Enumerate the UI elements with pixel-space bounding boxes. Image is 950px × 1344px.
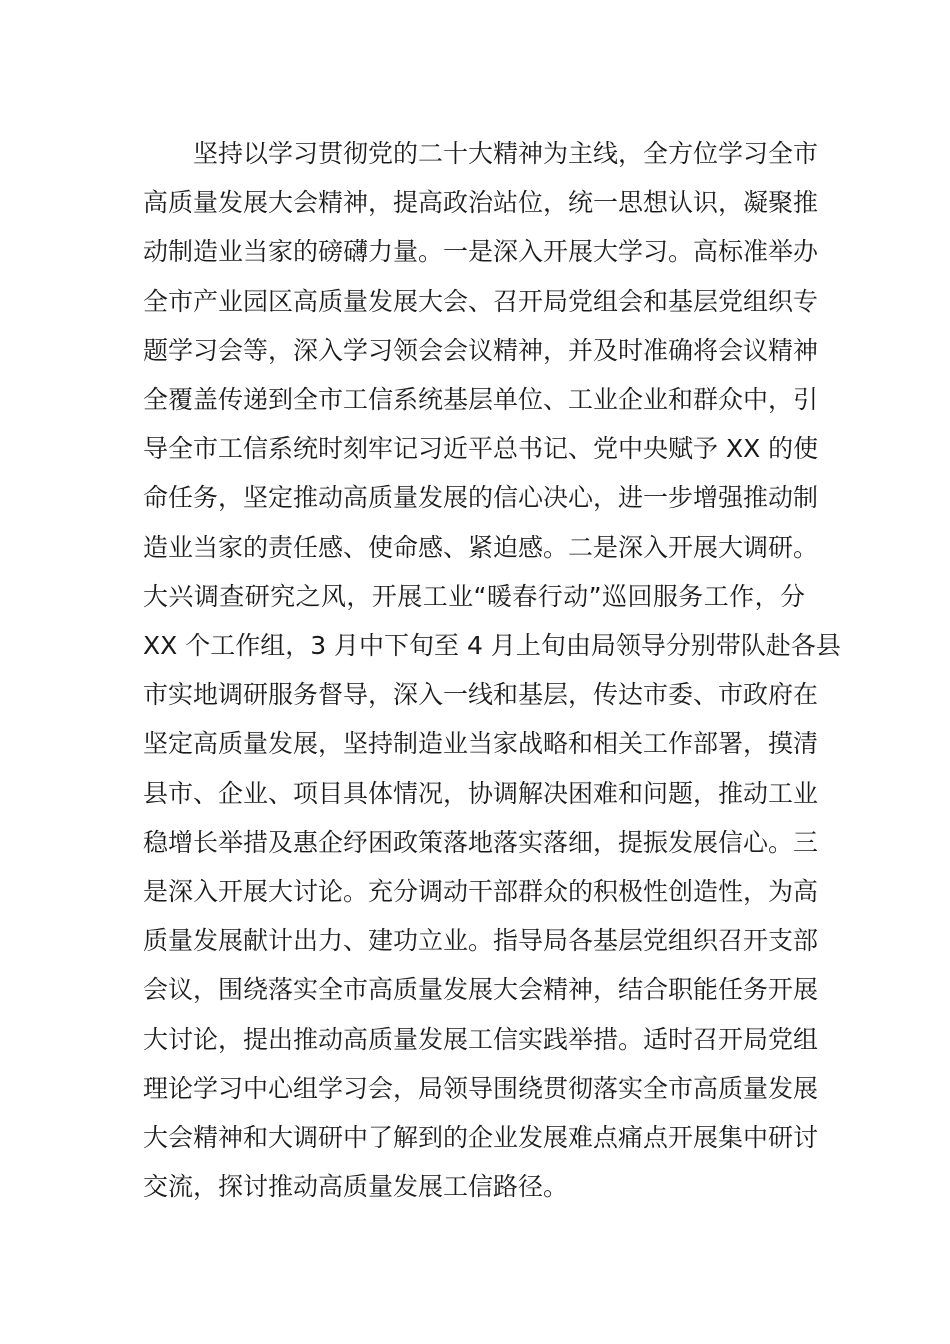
paragraph-line-7: 导全市工信系统时刻牢记习近平总书记、党中央赋予 XX 的使 [143,434,819,464]
paragraph-line-21: 大会精神和大调研中了解到的企业发展难点痛点开展集中研讨 [143,1123,819,1153]
paragraph-line-13: 坚定高质量发展，坚持制造业当家战略和相关工作部署，摸清 [143,729,819,759]
paragraph-line-18: 会议，围绕落实全市高质量发展大会精神，结合职能任务开展 [143,975,819,1005]
paragraph-line-12: 市实地调研服务督导，深入一线和基层，传达市委、市政府在 [143,680,819,710]
paragraph-line-6: 全覆盖传递到全市工信系统基层单位、工业企业和群众中，引 [143,385,819,415]
paragraph-line-16: 是深入开展大讨论。充分调动干部群众的积极性创造性，为高 [143,877,819,907]
paragraph-line-20: 理论学习中心组学习会，局领导围绕贯彻落实全市高质量发展 [143,1073,819,1103]
paragraph-line-22: 交流，探讨推动高质量发展工信路径。 [143,1172,569,1202]
paragraph-line-11: XX 个工作组，3 月中下旬至 4 月上旬由局领导分别带队赴各县 [143,631,841,661]
paragraph-line-10: 大兴调查研究之风，开展工业“暖春行动”巡回服务工作，分 [143,581,805,611]
paragraph-line-17: 质量发展献计出力、建功立业。指导局各基层党组织召开支部 [143,926,819,956]
paragraph-line-3: 动制造业当家的磅礴力量。一是深入开展大学习。高标准举办 [143,237,819,267]
paragraph-line-15: 稳增长举措及惠企纾困政策落地落实落细，提振发展信心。三 [143,827,819,857]
paragraph-line-14: 县市、企业、项目具体情况，协调解决困难和问题，推动工业 [143,778,819,808]
paragraph-line-19: 大讨论，提出推动高质量发展工信实践举措。适时召开局党组 [143,1024,819,1054]
paragraph-line-4: 全市产业园区高质量发展大会、召开局党组会和基层党组织专 [143,286,819,316]
body-paragraph [143,129,841,1211]
paragraph-line-1: 坚持以学习贯彻党的二十大精神为主线，全方位学习全市 [193,139,819,168]
paragraph-line-5: 题学习会等，深入学习领会会议精神，并及时准确将会议精神 [143,335,819,365]
paragraph-line-2: 高质量发展大会精神，提高政治站位，统一思想认识，凝聚推 [143,188,819,218]
paragraph-line-8: 命任务，坚定推动高质量发展的信心决心，进一步增强推动制 [143,483,819,513]
paragraph-line-9: 造业当家的责任感、使命感、紧迫感。二是深入开展大调研。 [143,532,819,562]
